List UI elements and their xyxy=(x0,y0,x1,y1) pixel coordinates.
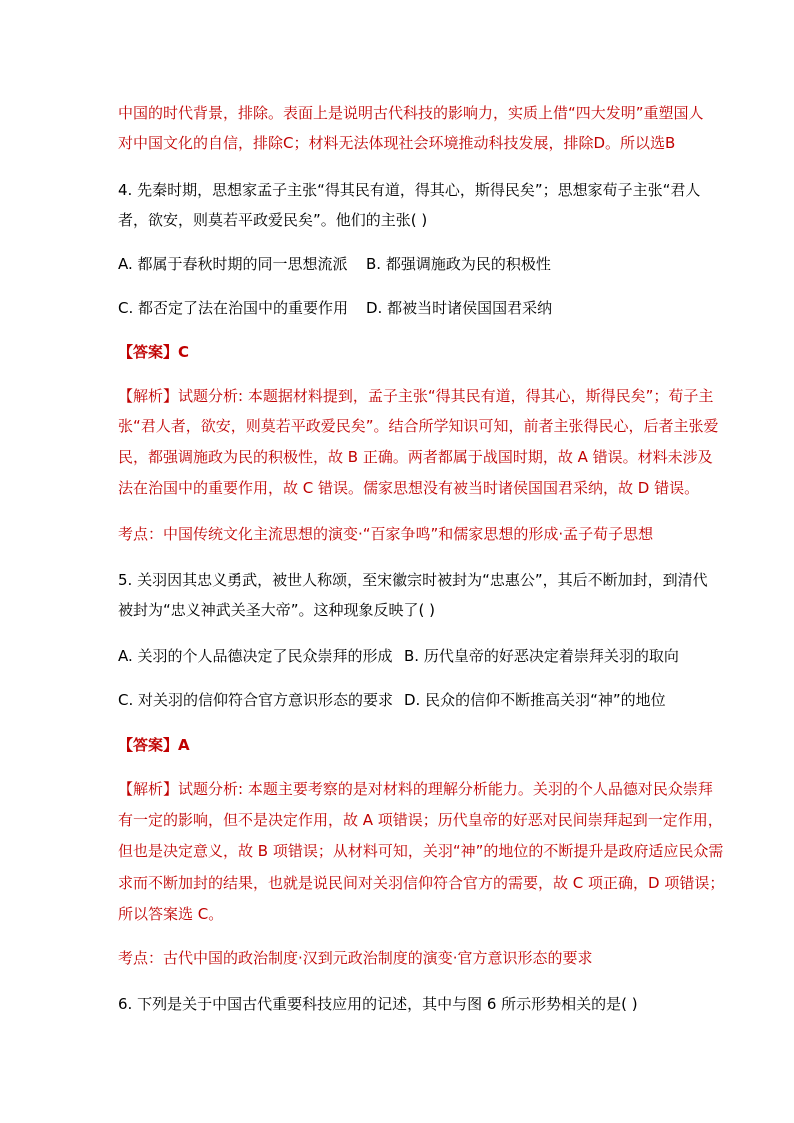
q5-kaodian: 考点：古代中国的政治制度·汉到元政治制度的演变·官方意识形态的要求 xyxy=(118,949,593,967)
q4-option-c: C. 都否定了法在治国中的重要作用 xyxy=(118,299,349,317)
q5-option-b: B. 历代皇帝的好恶决定着崇拜关羽的取向 xyxy=(404,647,679,665)
q4-stem-line-1: 4. 先秦时期，思想家孟子主张“得其民有道，得其心，斯得民矣”；思想家荀子主张“君人 xyxy=(118,181,701,199)
q5-analysis-line-2: 有一定的影响，但不是决定作用，故 A 项错误；历代皇帝的好恶对民间崇拜起到一定作用， xyxy=(118,811,723,829)
q5-option-a: A. 关羽的个人品德决定了民众崇拜的形成 xyxy=(118,647,393,665)
q4-stem-line-2: 者，欲安，则莫若平政爱民矣”。他们的主张( ) xyxy=(118,211,428,229)
q4-answer: 【答案】C xyxy=(118,343,190,361)
q6-stem-line-1: 6. 下列是关于中国古代重要科技应用的记述，其中与图 6 所示形势相关的是( ) xyxy=(118,995,638,1013)
q4-option-b: B. 都强调施政为民的积极性 xyxy=(366,255,551,273)
q4-analysis-line-1: 【解析】试题分析: 本题据材料提到，孟子主张“得其民有道，得其心，斯得民矣”；荀子主 xyxy=(118,387,714,405)
q4-option-d: D. 都被当时诸侯国国君采纳 xyxy=(366,299,553,317)
q5-stem-line-2: 被封为“忠义神武关圣大帝”。这种现象反映了( ) xyxy=(118,601,436,619)
q4-kaodian: 考点：中国传统文化主流思想的演变·“百家争鸣”和儒家思想的形成·孟子荀子思想 xyxy=(118,525,654,543)
q4-option-a: A. 都属于春秋时期的同一思想流派 xyxy=(118,255,348,273)
q5-analysis-line-5: 所以答案选 C。 xyxy=(118,905,224,923)
q5-option-c: C. 对关羽的信仰符合官方意识形态的要求 xyxy=(118,691,394,709)
q4-analysis-line-4: 法在治国中的重要作用，故 C 错误。儒家思想没有被当时诸侯国国君采纳，故 D 错误。 xyxy=(118,479,700,497)
q4-analysis-line-2: 张“君人者，欲安，则莫若平政爱民矣”。结合所学知识可知，前者主张得民心，后者主张爱 xyxy=(118,417,719,435)
intro-line-1: 中国的时代背景，排除。表面上是说明古代科技的影响力，实质上借“四大发明”重塑国人 xyxy=(118,104,704,122)
q5-analysis-line-4: 求而不断加封的结果，也就是说民间对关羽信仰符合官方的需要，故 C 项正确，D 项错误； xyxy=(118,874,725,892)
q5-answer: 【答案】A xyxy=(118,736,190,754)
q5-option-d: D. 民众的信仰不断推高关羽“神”的地位 xyxy=(404,691,666,709)
q5-analysis-line-3: 但也是决定意义，故 B 项错误；从材料可知，关羽“神”的地位的不断提升是政府适应民众需 xyxy=(118,842,724,860)
q5-stem-line-1: 5. 关羽因其忠义勇武，被世人称颂，至宋徽宗时被封为“忠惠公”，其后不断加封，到清代 xyxy=(118,571,708,589)
q4-analysis-line-3: 民，都强调施政为民的积极性，故 B 正确。两者都属于战国时期，故 A 错误。材料未涉及 xyxy=(118,448,713,466)
q5-analysis-line-1: 【解析】试题分析: 本题主要考察的是对材料的理解分析能力。关羽的个人品德对民众崇拜 xyxy=(118,780,713,798)
intro-line-2: 对中国文化的自信，排除C；材料无法体现社会环境推动科技发展，排除D。所以选B xyxy=(118,134,676,152)
